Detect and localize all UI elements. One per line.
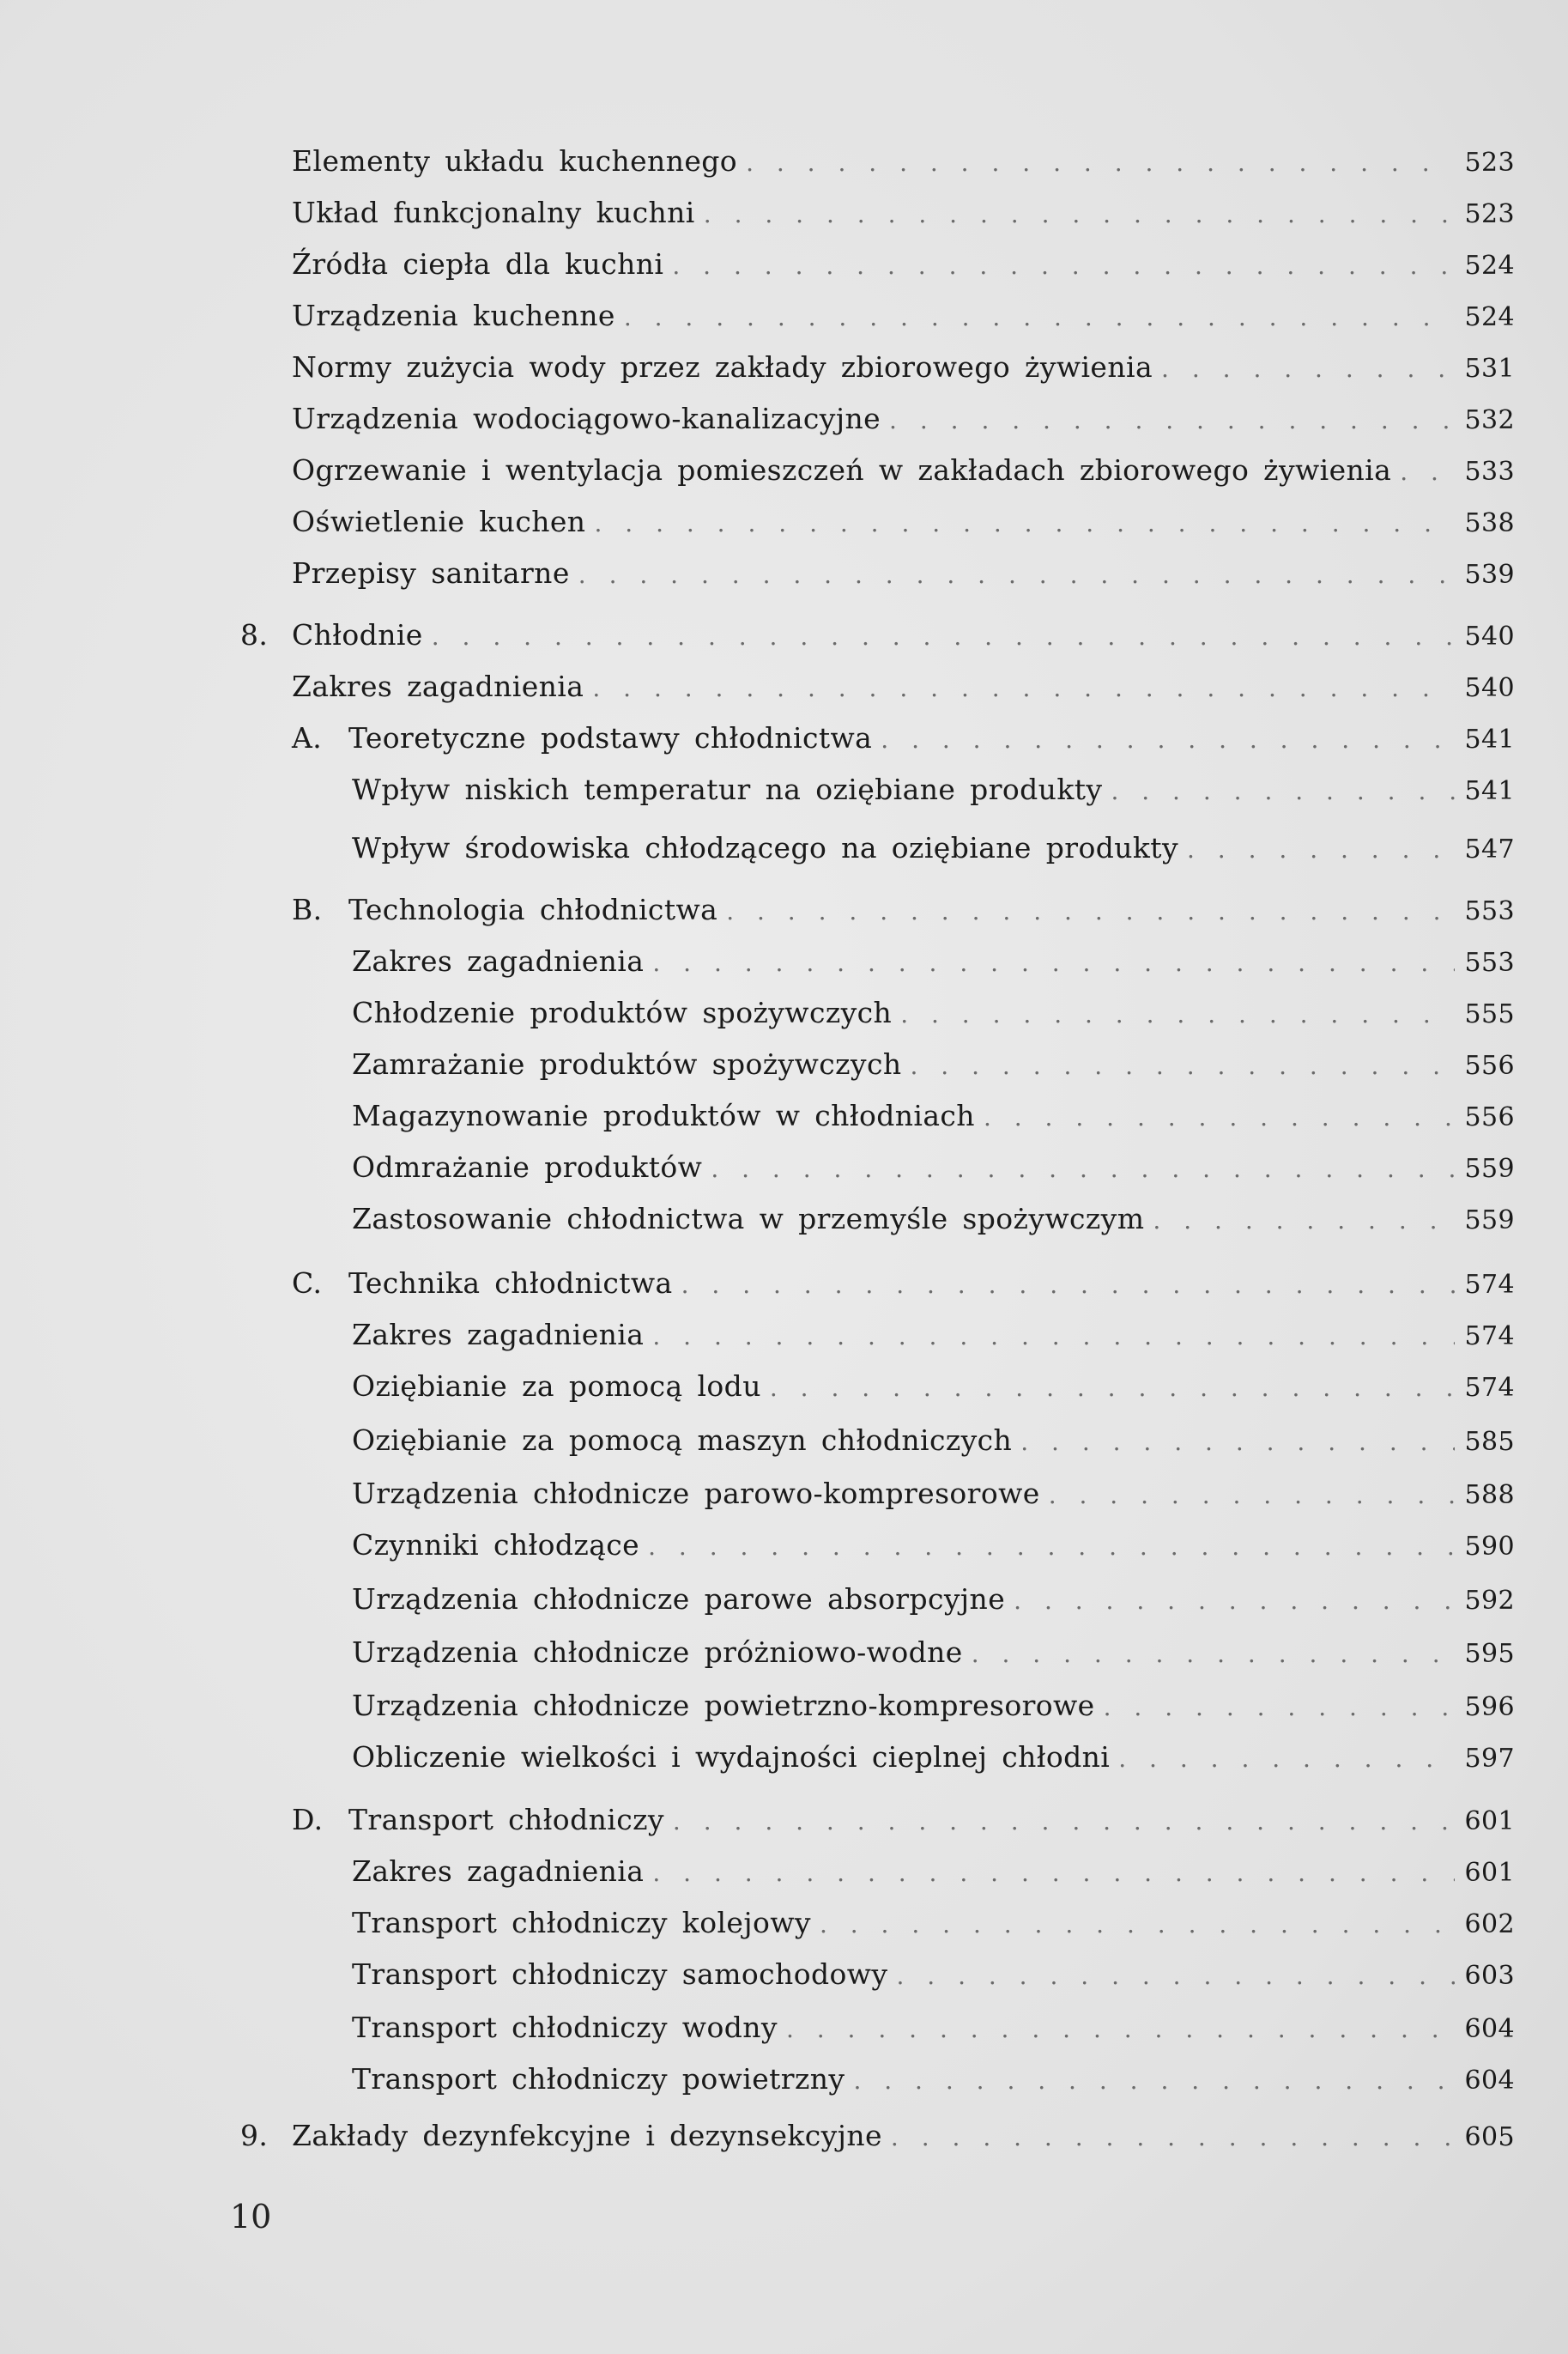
- toc-entry: [240, 556, 1515, 594]
- toc-entry-page: 523: [1464, 148, 1515, 178]
- leader-dots: [770, 1374, 1455, 1402]
- toc-entry-title: Urządzenia chłodnicze powietrzno-kompresorowe: [352, 1689, 1095, 1722]
- toc-entry-title: Transport chłodniczy samochodowy: [352, 1957, 888, 1991]
- toc-entry: [240, 1099, 1515, 1137]
- toc-entry-title: Oziębianie za pomocą lodu: [352, 1369, 761, 1403]
- toc-entry-page: 540: [1464, 673, 1515, 703]
- toc-entry-title: Zakłady dezynfekcyjne i dezynsekcyjne: [292, 2119, 882, 2152]
- toc-section: [240, 893, 1515, 931]
- toc-entry-title: Urządzenia chłodnicze parowe absorpcyjne: [352, 1582, 1006, 1616]
- toc-entry-page: 547: [1464, 834, 1515, 865]
- toc-entry-page: 540: [1464, 622, 1515, 652]
- toc-entry-page: 604: [1464, 2014, 1515, 2044]
- leader-dots: [432, 622, 1455, 651]
- toc-entry: [240, 1423, 1515, 1461]
- leader-dots: [1014, 1587, 1455, 1615]
- leader-dots: [652, 1322, 1455, 1350]
- toc-entry-page: 556: [1464, 1051, 1515, 1081]
- toc-entry-page: 556: [1464, 1102, 1515, 1132]
- toc-entry: [240, 1957, 1515, 1995]
- toc-entry-page: 541: [1464, 776, 1515, 806]
- toc-entry-title: Odmrażanie produktów: [352, 1150, 703, 1184]
- leader-dots: [1153, 1206, 1455, 1235]
- section-letter: D.: [292, 1803, 324, 1836]
- toc-entry: [240, 402, 1515, 440]
- leader-dots: [681, 1271, 1455, 1299]
- toc-entry-page: 531: [1464, 354, 1515, 384]
- toc-entry: [240, 944, 1515, 982]
- toc-entry-page: 595: [1464, 1639, 1515, 1669]
- toc-entry-title: Zakres zagadnienia: [352, 944, 645, 978]
- toc-entry-title: Transport chłodniczy powietrzny: [352, 2062, 845, 2096]
- toc-entry-title: Zakres zagadnienia: [292, 670, 584, 703]
- leader-dots: [853, 2066, 1455, 2095]
- leader-dots: [592, 674, 1455, 702]
- leader-dots: [911, 1052, 1456, 1080]
- section-letter: B.: [292, 893, 323, 926]
- toc-entry: [240, 1047, 1515, 1085]
- toc-entry-title: Urządzenia kuchenne: [292, 299, 615, 332]
- toc-entry: [240, 831, 1515, 869]
- leader-dots: [1111, 777, 1455, 805]
- toc-entry-page: 559: [1464, 1154, 1515, 1184]
- leader-dots: [984, 1103, 1455, 1131]
- toc-entry-title: Układ funkcjonalny kuchni: [292, 196, 695, 229]
- toc-entry-title: Chłodnie: [292, 618, 423, 652]
- toc-entry-title: Wpływ niskich temperatur na oziębiane produkty: [352, 773, 1103, 806]
- leader-dots: [673, 1807, 1455, 1835]
- section-letter: C.: [292, 1266, 323, 1300]
- leader-dots: [820, 1910, 1455, 1938]
- section-letter: A.: [292, 721, 323, 755]
- chapter-number: 8.: [240, 618, 269, 652]
- leader-dots: [972, 1640, 1455, 1668]
- toc-entry-title: Oziębianie za pomocą maszyn chłodniczych: [352, 1423, 1013, 1457]
- leader-dots: [746, 149, 1455, 177]
- leader-dots: [1161, 355, 1455, 383]
- toc-entry-page: 574: [1464, 1270, 1515, 1300]
- leader-dots: [624, 303, 1455, 331]
- toc-section: [240, 1803, 1515, 1841]
- toc-entry-page: 603: [1464, 1961, 1515, 1991]
- toc-entry-title: Teoretyczne podstawy chłodnictwa: [348, 721, 873, 755]
- toc-entry-page: 524: [1464, 302, 1515, 332]
- toc-entry-title: Zakres zagadnienia: [352, 1318, 645, 1351]
- leader-dots: [1118, 1744, 1455, 1773]
- toc-entry-title: Zamrażanie produktów spożywczych: [352, 1047, 902, 1081]
- leader-dots: [578, 561, 1455, 589]
- leader-dots: [594, 509, 1455, 537]
- toc-entry-page: 533: [1464, 457, 1515, 487]
- toc-entry-title: Urządzenia chłodnicze próżniowo-wodne: [352, 1635, 963, 1669]
- leader-dots: [672, 252, 1455, 280]
- toc-entry: [240, 196, 1515, 234]
- toc-entry-title: Urządzenia chłodnicze parowo-kompresorowe: [352, 1477, 1040, 1510]
- toc-entry: [240, 773, 1515, 810]
- toc-entry-page: 601: [1464, 1806, 1515, 1836]
- toc-entry-page: 597: [1464, 1744, 1515, 1774]
- toc-entry-title: Wpływ środowiska chłodzącego na oziębiane produkty: [352, 831, 1178, 865]
- toc-entry: [240, 1202, 1515, 1240]
- toc-entry-title: Technika chłodnictwa: [348, 1266, 673, 1300]
- toc-entry-page: 605: [1464, 2122, 1515, 2152]
- toc-entry-page: 555: [1464, 999, 1515, 1029]
- toc-entry: [240, 1740, 1515, 1778]
- toc-entry: [240, 1582, 1515, 1620]
- leader-dots: [900, 1000, 1455, 1028]
- toc-entry-page: 539: [1464, 560, 1515, 590]
- toc-entry: [240, 247, 1515, 285]
- toc-entry-page: 585: [1464, 1427, 1515, 1457]
- leader-dots: [786, 2015, 1455, 2043]
- toc-entry-page: 574: [1464, 1321, 1515, 1351]
- toc-entry-title: Zastosowanie chłodnictwa w przemyśle spożywczym: [352, 1202, 1145, 1235]
- toc-entry-page: 538: [1464, 508, 1515, 538]
- leader-dots: [652, 1859, 1455, 1887]
- toc-entry-page: 559: [1464, 1205, 1515, 1235]
- toc-entry: [240, 2011, 1515, 2048]
- toc-entry-page: 588: [1464, 1480, 1515, 1510]
- toc-chapter: [240, 2119, 1515, 2157]
- toc-entry: [240, 1318, 1515, 1356]
- leader-dots: [1049, 1481, 1455, 1509]
- toc-entry-page: 524: [1464, 251, 1515, 281]
- toc-entry: [240, 1528, 1515, 1566]
- chapter-number: 9.: [240, 2119, 269, 2152]
- toc-entry-title: Technologia chłodnictwa: [348, 893, 718, 926]
- leader-dots: [896, 1962, 1455, 1990]
- toc-entry: [240, 1906, 1515, 1944]
- toc-entry-title: Transport chłodniczy kolejowy: [352, 1906, 811, 1939]
- toc-section: [240, 1266, 1515, 1304]
- toc-entry: [240, 2062, 1515, 2100]
- toc-entry-page: 541: [1464, 725, 1515, 755]
- toc-entry-title: Czynniki chłodzące: [352, 1528, 640, 1562]
- toc-entry-title: Zakres zagadnienia: [352, 1854, 645, 1888]
- toc-section: [240, 721, 1515, 759]
- toc-entry: [240, 1150, 1515, 1188]
- toc-entry-page: 590: [1464, 1532, 1515, 1562]
- toc-entry-title: Ogrzewanie i wentylacja pomieszczeń w zakładach zbiorowego żywienia: [292, 453, 1392, 487]
- toc-entry: [240, 1369, 1515, 1407]
- toc-entry-page: 553: [1464, 896, 1515, 926]
- toc-entry-page: 574: [1464, 1373, 1515, 1403]
- leader-dots: [1400, 458, 1455, 486]
- toc-entry-title: Przepisy sanitarne: [292, 556, 570, 590]
- toc-entry: [240, 1635, 1515, 1673]
- leader-dots: [891, 2123, 1455, 2151]
- toc-entry: [240, 996, 1515, 1034]
- toc-entry-page: 592: [1464, 1586, 1515, 1616]
- leader-dots: [652, 949, 1455, 977]
- toc-chapter: [240, 618, 1515, 656]
- leader-dots: [726, 897, 1455, 925]
- toc-entry: [240, 1689, 1515, 1726]
- toc-entry-page: 532: [1464, 405, 1515, 435]
- toc-entry-title: Transport chłodniczy: [348, 1803, 664, 1836]
- toc-entry-title: Obliczenie wielkości i wydajności cieplnej chłodni: [352, 1740, 1111, 1774]
- toc-entry: [240, 144, 1515, 182]
- leader-dots: [1104, 1693, 1455, 1721]
- leader-dots: [881, 725, 1455, 754]
- toc-entry-title: Oświetlenie kuchen: [292, 505, 586, 538]
- toc-entry-title: Chłodzenie produktów spożywczych: [352, 996, 893, 1029]
- toc-entry: [240, 350, 1515, 388]
- toc-entry-title: Urządzenia wodociągowo-kanalizacyjne: [292, 402, 881, 435]
- toc-entry-title: Źródła ciepła dla kuchni: [292, 247, 664, 281]
- toc-entry-title: Magazynowanie produktów w chłodniach: [352, 1099, 975, 1132]
- toc-entry-page: 596: [1464, 1692, 1515, 1722]
- page-number: 10: [230, 2198, 272, 2236]
- toc-entry-page: 602: [1464, 1909, 1515, 1939]
- toc-entry-title: Elementy układu kuchennego: [292, 144, 738, 178]
- leader-dots: [1187, 835, 1455, 864]
- leader-dots: [704, 200, 1455, 228]
- leader-dots: [1020, 1428, 1455, 1456]
- toc-entry-title: Normy zużycia wody przez zakłady zbiorowego żywienia: [292, 350, 1153, 384]
- leader-dots: [711, 1155, 1455, 1183]
- toc-entry: [240, 1854, 1515, 1892]
- toc-entry-page: 523: [1464, 199, 1515, 229]
- toc-entry-page: 601: [1464, 1858, 1515, 1888]
- toc-entry: [240, 299, 1515, 337]
- toc-entry: [240, 670, 1515, 707]
- toc-entry-page: 604: [1464, 2066, 1515, 2096]
- toc-entry-page: 553: [1464, 948, 1515, 978]
- toc-entry-title: Transport chłodniczy wodny: [352, 2011, 778, 2044]
- toc-entry: [240, 1477, 1515, 1514]
- toc-entry: [240, 505, 1515, 543]
- toc-entry: [240, 453, 1515, 491]
- leader-dots: [648, 1532, 1455, 1561]
- leader-dots: [889, 406, 1455, 434]
